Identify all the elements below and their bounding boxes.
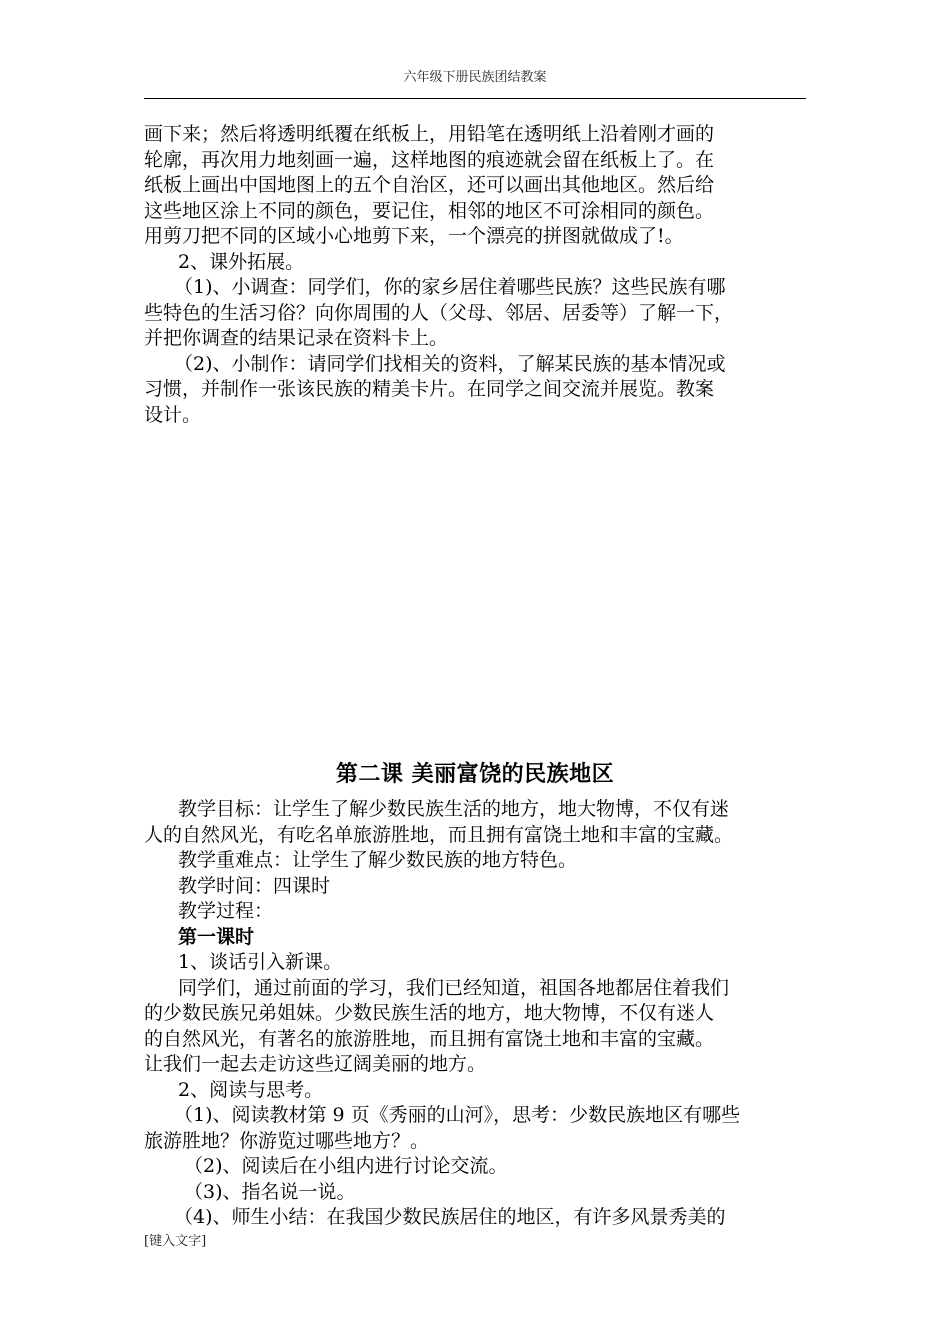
goal-line: 人的自然风光，有吃名单旅游胜地，而且拥有富饶土地和丰富的宝藏。	[144, 823, 734, 846]
section1-body	[144, 122, 808, 428]
lesson-title: 第二课 美丽富饶的民族地区	[335, 761, 615, 787]
text-line: 画下来；然后将透明纸覆在纸板上，用铅笔在透明纸上沿着刚才画的	[144, 123, 715, 145]
page-footer: [键入文字]	[144, 1234, 207, 1249]
read-line: （1)、阅读教材第 9 页《秀丽的山河》，思考：少数民族地区有哪些	[174, 1104, 741, 1126]
key-points: 教学重难点：让学生了解少数民族的地方特色。	[178, 849, 578, 871]
item-extension: 2、课外拓展。	[178, 250, 305, 273]
step-reading: 2、阅读与思考。	[178, 1078, 324, 1101]
goal-line: 教学目标：让学生了解少数民族生活的地方，地大物博，不仅有迷	[178, 798, 730, 820]
period-heading: 第一课时	[178, 925, 255, 948]
text-line: 轮廓，再次用力地刻画一遍，这样地图的痕迹就会留在纸板上了。在	[144, 148, 715, 171]
craft-line: 习惯，并制作一张该民族的精美卡片。在同学之间交流并展览。教案	[144, 378, 715, 400]
text-line: 用剪刀把不同的区域小心地剪下来，一个漂亮的拼图就做成了!。	[144, 225, 684, 247]
survey-line: 些特色的生活习俗？向你周围的人（父母、邻居、居委等）了解一下，	[144, 301, 734, 324]
read-line: （2)、阅读后在小组内进行讨论交流。	[184, 1155, 508, 1177]
read-line: （4)、师生小结：在我国少数民族居住的地区，有许多风景秀美的	[174, 1206, 726, 1228]
survey-line: （1)、小调查：同学们，你的家乡居住着哪些民族？这些民族有哪	[174, 276, 726, 298]
text-line: 纸板上画出中国地图上的五个自治区，还可以画出其他地区。然后给	[144, 174, 715, 196]
text-line: 这些地区涂上不同的颜色，要记住，相邻的地区不可涂相同的颜色。	[144, 199, 715, 222]
read-line: （3)、指名说一说。	[184, 1180, 356, 1203]
survey-line: 并把你调查的结果记录在资料卡上。	[144, 327, 449, 349]
read-line: 旅游胜地？你游览过哪些地方？。	[144, 1129, 430, 1152]
header-rule	[144, 98, 806, 99]
teaching-time: 教学时间：四课时	[178, 874, 331, 897]
craft-line: （2)、小制作：请同学们找相关的资料，了解某民族的基本情况或	[174, 352, 726, 375]
step-intro: 1、谈话引入新课。	[178, 951, 343, 973]
intro-line: 的自然风光，有著名的旅游胜地，而且拥有富饶土地和丰富的宝藏。	[144, 1027, 715, 1050]
lesson2-body	[144, 797, 824, 1231]
intro-line: 的少数民族兄弟姐妹。少数民族生活的地方，地大物博，不仅有迷人	[144, 1002, 715, 1024]
page-header: 六年级下册民族团结教案	[403, 70, 547, 85]
intro-line: 让我们一起去走访这些辽阔美丽的地方。	[144, 1053, 487, 1075]
teaching-process: 教学过程：	[178, 900, 274, 922]
intro-line: 同学们，通过前面的学习，我们已经知道，祖国各地都居住着我们	[178, 976, 730, 999]
craft-line: 设计。	[144, 403, 202, 426]
